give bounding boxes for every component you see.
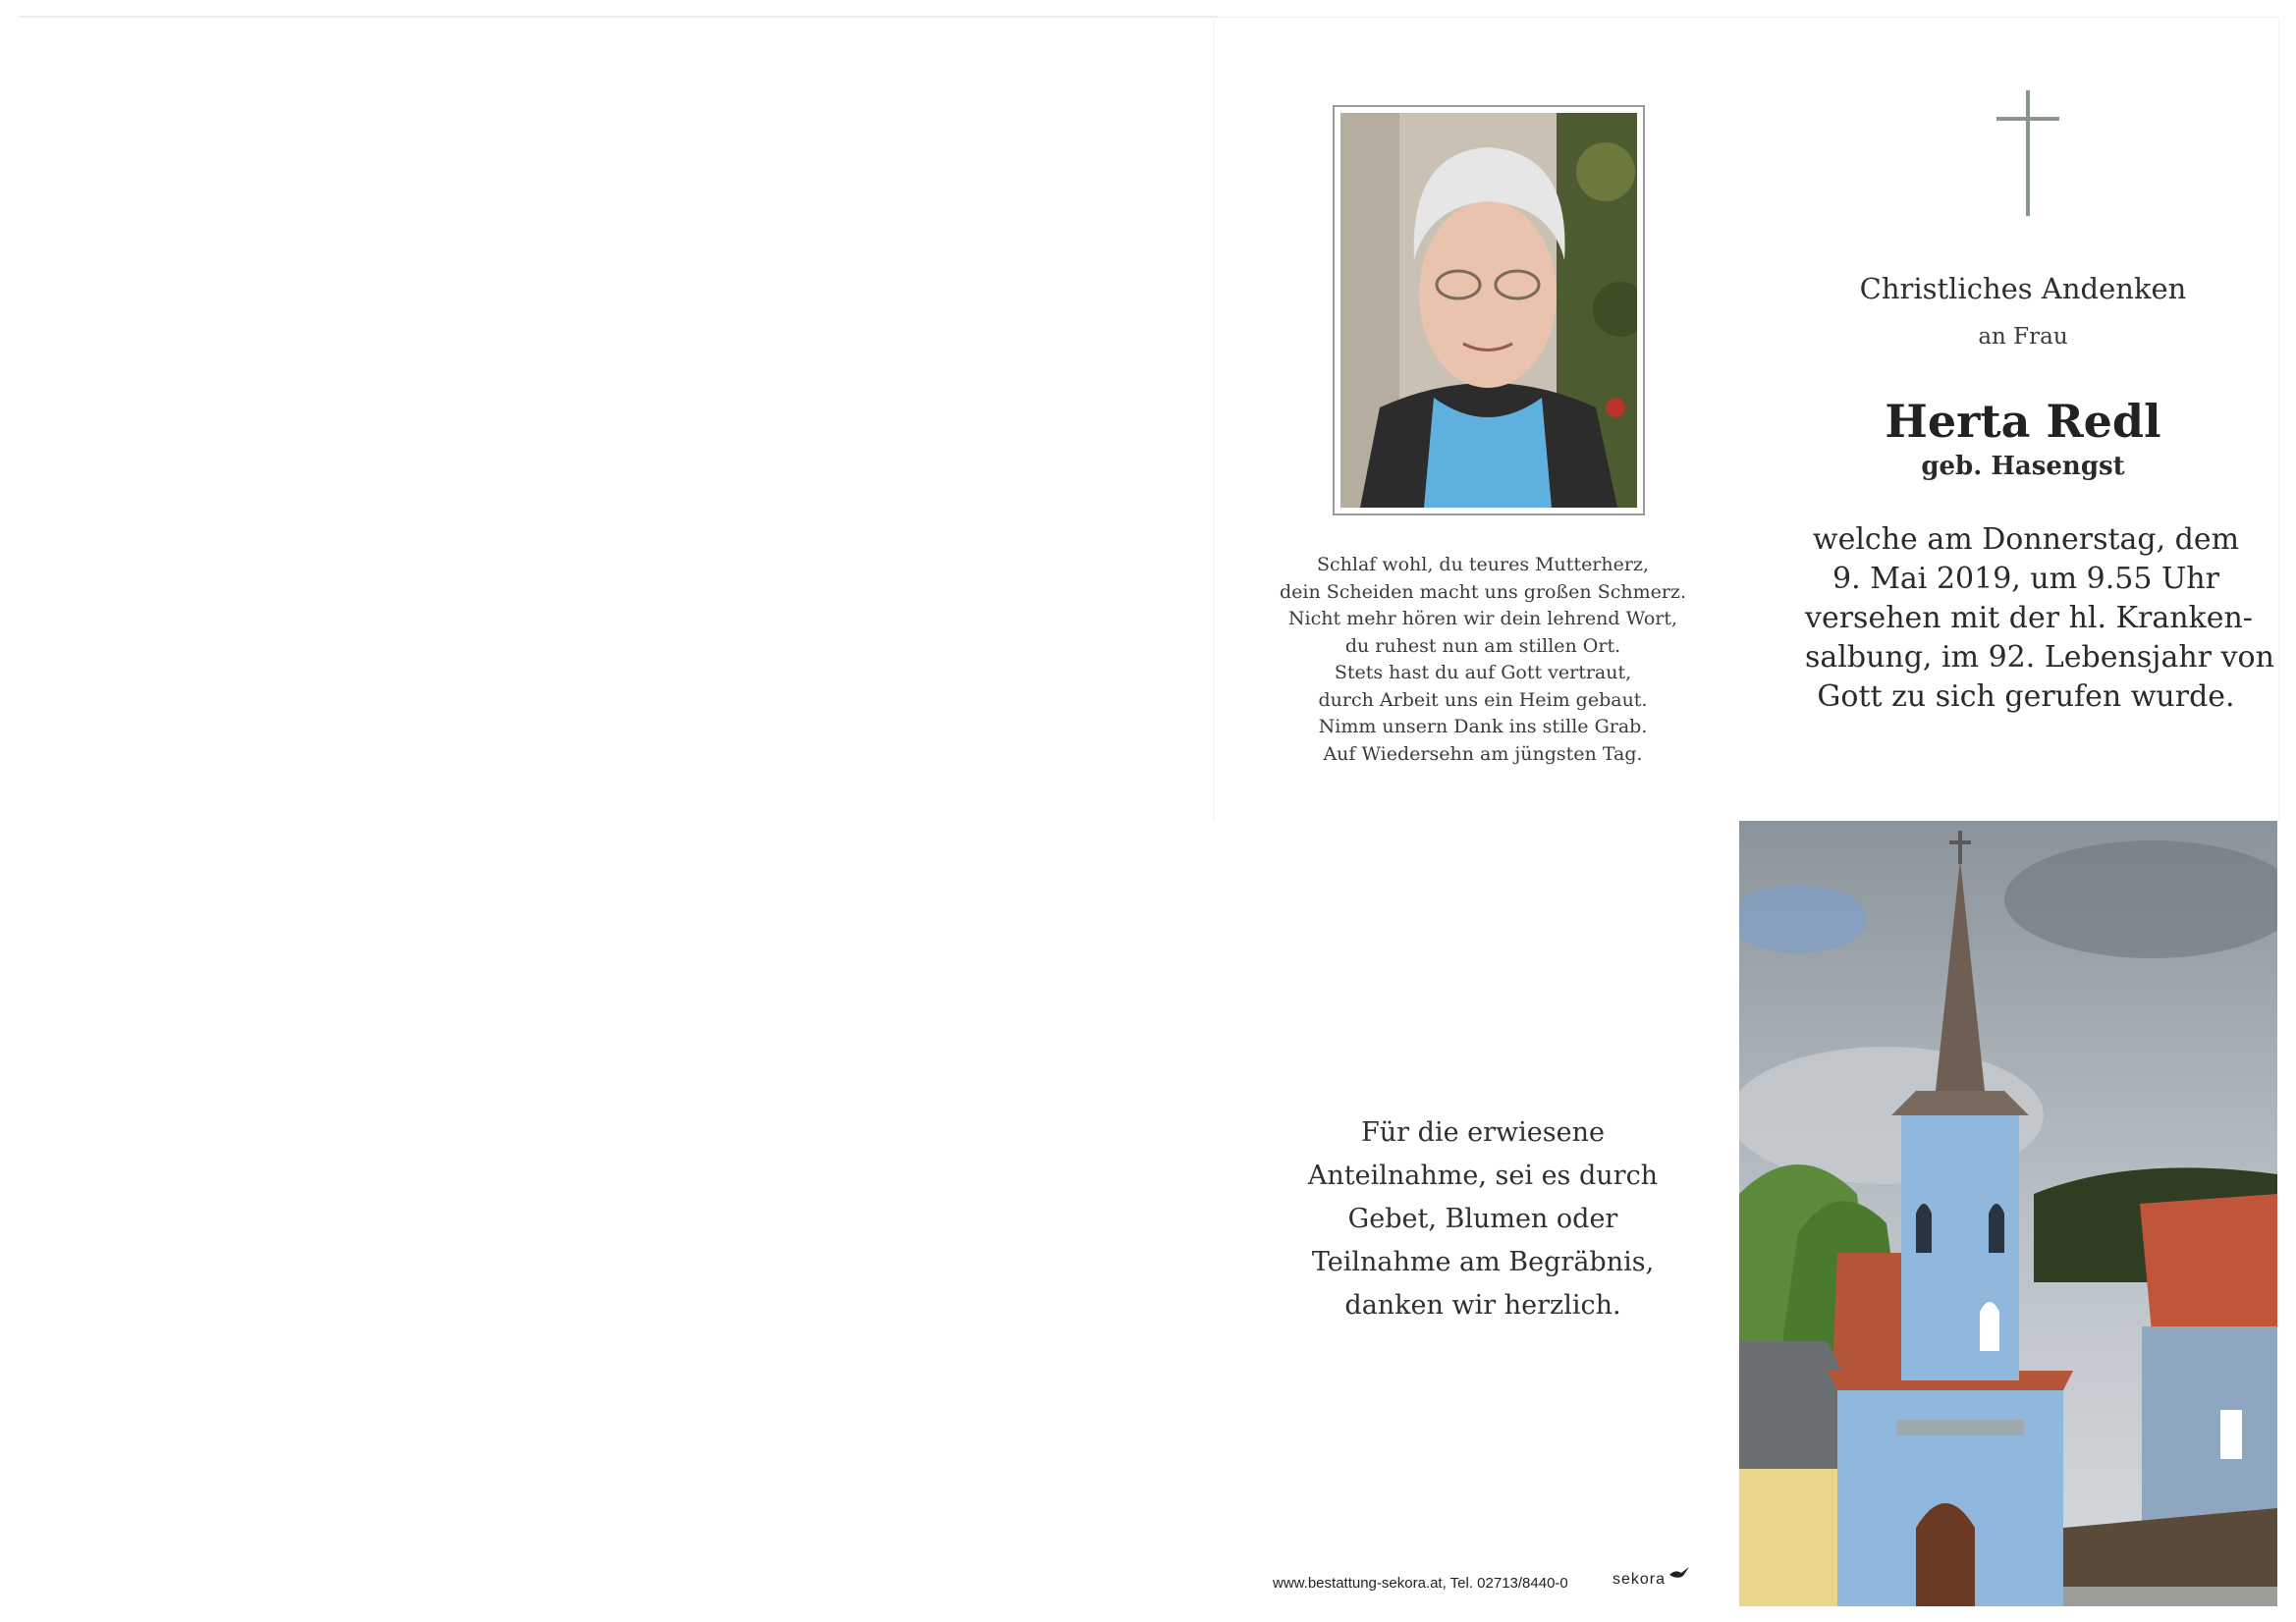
- thanks-message: [1306, 1111, 1660, 1327]
- portrait-frame: [1333, 105, 1645, 515]
- heading: Christliches Andenken: [1859, 272, 2187, 305]
- poem-line: Nicht mehr hören wir dein lehrend Wort,: [1287, 608, 1678, 629]
- thanks-line: Anteilnahme, sei es durch: [1307, 1161, 1659, 1191]
- birth-name: geb. Hasengst: [1921, 452, 2125, 481]
- poem-line: Auf Wiedersehn am jüngsten Tag.: [1323, 742, 1643, 765]
- poem: [1277, 552, 1689, 768]
- death-notice-line: Gott zu sich gerufen wurde.: [1817, 679, 2235, 714]
- thanks-line: Gebet, Blumen oder: [1347, 1204, 1618, 1234]
- thanks-line: Teilnahme am Begräbnis,: [1311, 1247, 1655, 1277]
- thanks-line: Für die erwiesene: [1361, 1117, 1605, 1148]
- church-illustration: [1739, 821, 2277, 1606]
- footer-contact: www.bestattung-sekora.at, Tel. 02713/8440-0: [1273, 1575, 1568, 1592]
- poem-line: Nimm unsern Dank ins stille Grab.: [1318, 716, 1648, 737]
- poem-line: Stets hast du auf Gott vertraut,: [1334, 662, 1632, 683]
- church-photo: [1739, 821, 2277, 1606]
- cross-icon: [1994, 90, 2062, 218]
- death-notice-line: welche am Donnerstag, dem: [1812, 522, 2240, 557]
- logo-text: sekora: [1613, 1571, 1667, 1588]
- bird-icon: [1669, 1567, 1689, 1581]
- poem-line: du ruhest nun am stillen Ort.: [1344, 634, 1621, 657]
- death-notice: [1805, 520, 2274, 717]
- poem-line: Schlaf wohl, du teures Mutterherz,: [1316, 554, 1650, 575]
- portrait-illustration: [1340, 113, 1637, 508]
- deceased-name: Herta Redl: [1885, 395, 2161, 448]
- death-notice-line: 9. Mai 2019, um 9.55 Uhr: [1832, 562, 2219, 596]
- salutation: an Frau: [1978, 324, 2068, 350]
- portrait-photo: [1340, 113, 1637, 508]
- thanks-line: danken wir herzlich.: [1344, 1290, 1621, 1321]
- death-notice-line: salbung, im 92. Lebensjahr von: [1805, 640, 2274, 675]
- poem-line: dein Scheiden macht uns großen Schmerz.: [1279, 580, 1686, 603]
- poem-line: durch Arbeit uns ein Heim gebaut.: [1318, 688, 1648, 711]
- scan-edge: [20, 16, 1218, 18]
- death-notice-line: versehen mit der hl. Kranken-: [1805, 601, 2253, 635]
